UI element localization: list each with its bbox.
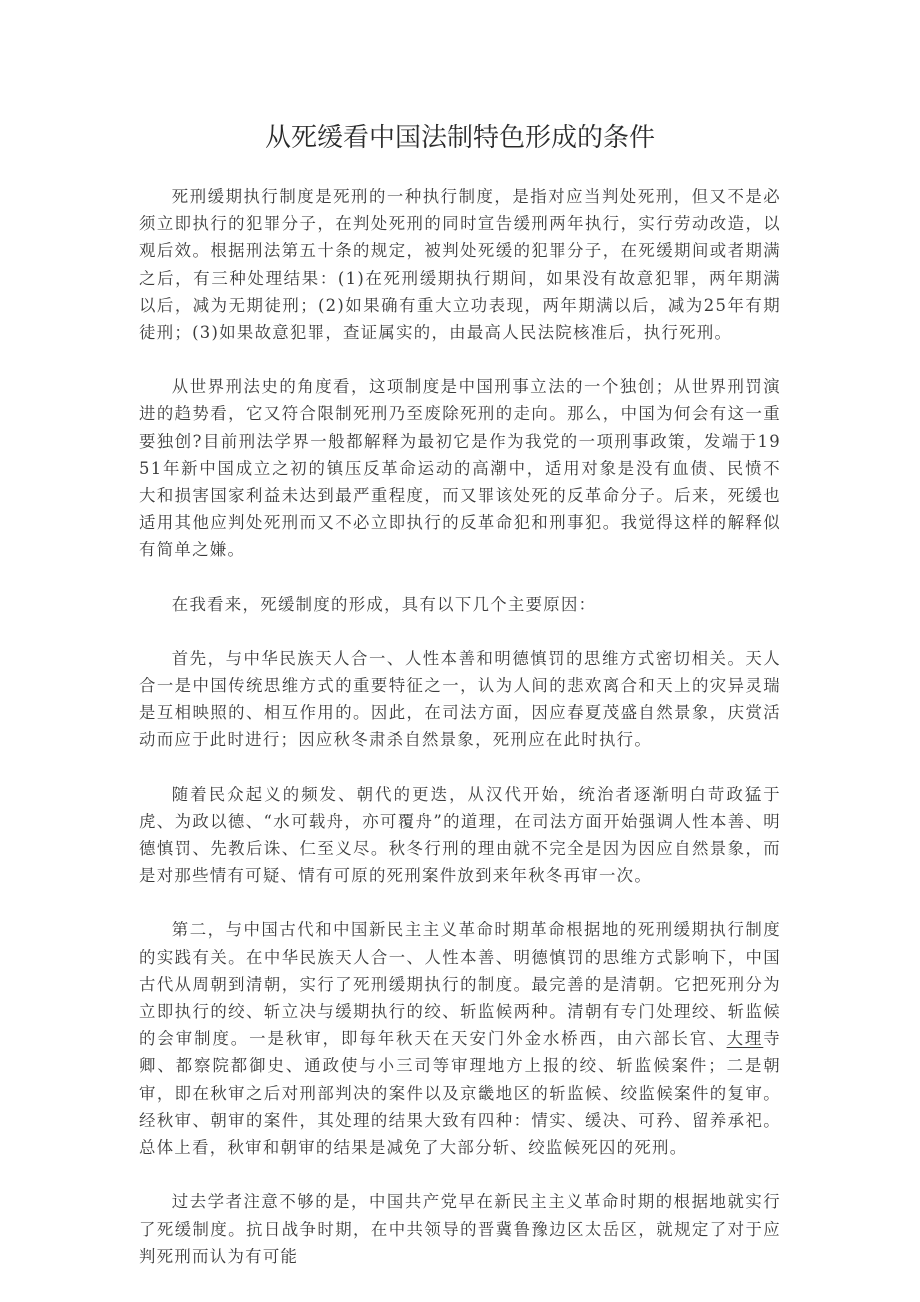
paragraph-text: 寺卿、都察院都御史、通政使与小三司等审理地方上报的绞、斩监候案件；二是朝审，即在秋审之后对刑部判决的案件以及京畿地区的斩监候、绞监候案件的复审。经秋审、朝审的案件，其处理的结果大致有四种：情实、缓决、可矜、留养承祀。总体上看，秋审和朝审的结果是减免了大部分斩、绞监候死囚的死刑。 [139,1029,781,1158]
paragraph-reasons-intro: 在我看来，死缓制度的形成，具有以下几个主要原因： [171,594,597,614]
paragraph-first-reason: 首先，与中华民族天人合一、人性本善和明德慎罚的思维方式密切相关。天人合一是中国传统思维方式的重要特征之一，认为人间的悲欢离合和天上的灾异灵瑞是互相映照的、相互作用的。因此，在司法方面，因应春夏茂盛自然景象，庆赏活动而应于此时进行；因应秋冬肃杀自然景象，死刑应在此时执行。 [139,648,781,750]
paragraph-world-history: 从世界刑法史的角度看，这项制度是中国刑事立法的一个独创；从世界刑罚演进的趋势看，它又符合限制死刑乃至废除死刑的走向。那么，中国为何会有这一重要独创?目前刑法学界一般都解释为最初它是作为我党的一项刑事政策，发端于1951年新中国成立之初的镇压反革命运动的高潮中，适用对象是没有血债、民愤不大和损害国家利益未达到最严重程度，而又罪该处死的反革命分子。后来，死缓也适用其他应判处死刑而又不必立即执行的反革命犯和刑事犯。我觉得这样的解释似有简单之嫌。 [139,377,781,560]
paragraph-second-reason [139,916,781,1161]
paragraph-han-dynasty: 随着民众起义的频发、朝代的更迭，从汉代开始，统治者逐渐明白苛政猛于虎、为政以德、“水可载舟，亦可覆舟”的道理，在司法方面开始强调人性本善、明德慎罚、先教后诛、仁至义尽。秋冬行刑的理由就不完全是因为因应自然景象，而是对那些情有可疑、情有可原的死刑案件放到来年秋冬再审一次。 [139,784,781,886]
paragraph-definition: 死刑缓期执行制度是死刑的一种执行制度，是指对应当判处死刑，但又不是必须立即执行的犯罪分子，在判处死刑的同时宣告缓刑两年执行，实行劳动改造，以观后效。根据刑法第五十条的规定，被判处死缓的犯罪分子，在死缓期间或者期满之后，有三种处理结果：(1)在死刑缓期执行期间，如果没有故意犯罪，两年期满以后，减为无期徒刑；(2)如果确有重大立功表现，两年期满以后，减为25年有期徒刑；(3)如果故意犯罪，查证属实的，由最高人民法院核准后，执行死刑。 [139,187,781,343]
dali-link[interactable]: 大理 [726,1029,764,1049]
document-title: 从死缓看中国法制特色形成的条件 [264,123,655,153]
paragraph-revolutionary-base: 过去学者注意不够的是，中国共产党早在新民主主义革命时期的根据地就实行了死缓制度。抗日战争时期，在中共领导的晋冀鲁豫边区太岳区，就规定了对于应判死刑而认为有可能 [139,1192,781,1266]
document-body [139,183,781,1270]
paragraph-text: 第二，与中国古代和中国新民主主义革命时期革命根据地的死刑缓期执行制度的实践有关。在中华民族天人合一、人性本善、明德慎罚的思维方式影响下，中国古代从周朝到清朝，实行了死刑缓期执行的制度。最完善的是清朝。它把死刑分为立即执行的绞、斩立决与缓期执行的绞、斩监候两种。清朝有专门处理绞、斩监候的会审制度。一是秋审，即每年秋天在天安门外金水桥西，由六部长官、 [139,920,781,1049]
